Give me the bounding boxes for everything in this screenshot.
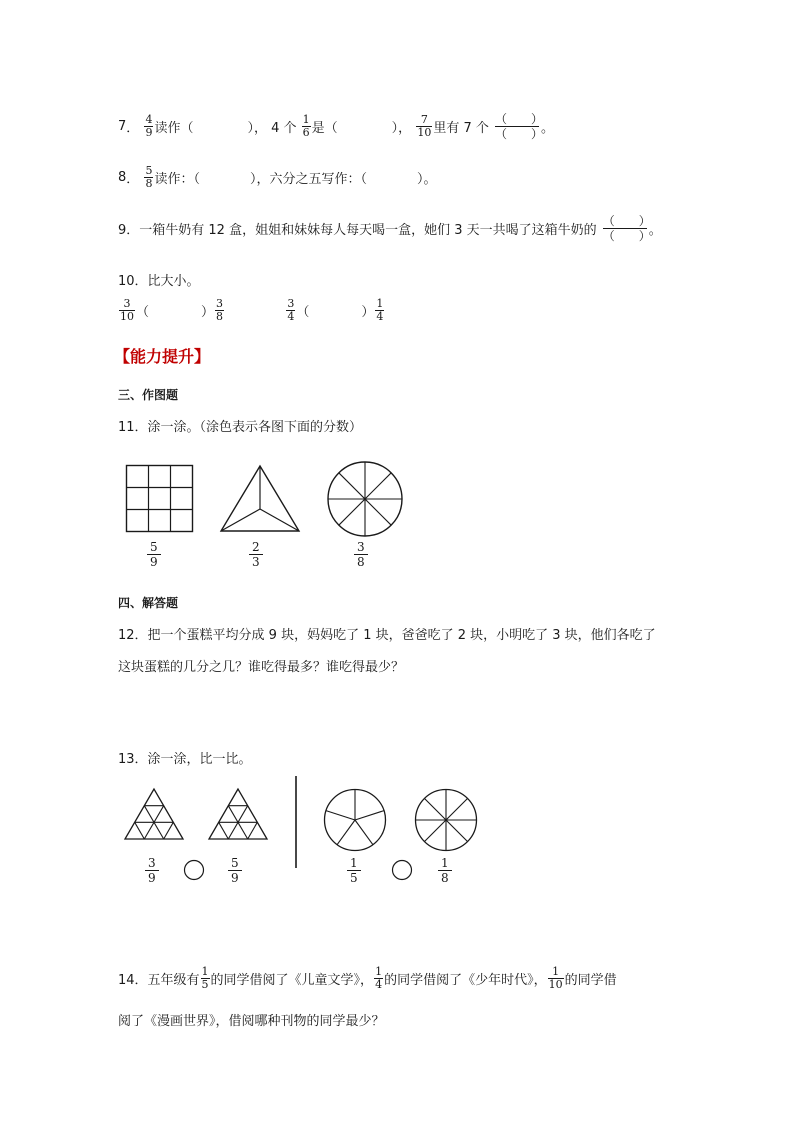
blank-denominator[interactable]: （ ） bbox=[495, 127, 544, 141]
fraction-denominator: 9 bbox=[148, 871, 156, 885]
fraction-numerator: 3 bbox=[119, 298, 135, 311]
question-14-line-2: 阅了《漫画世界》，借阅哪种刊物的同学最少？ bbox=[118, 1014, 385, 1029]
fraction-numerator: 5 bbox=[145, 164, 153, 177]
fraction-denominator: 8 bbox=[441, 871, 449, 885]
question-9 bbox=[118, 214, 662, 243]
fraction-denominator: 4 bbox=[287, 310, 295, 323]
fraction-1-10 bbox=[548, 966, 564, 991]
question-12-line-2: 这块蛋糕的几分之几？谁吃得最多？谁吃得最少？ bbox=[118, 660, 405, 675]
triangle-3-parts-figure[interactable] bbox=[220, 465, 300, 533]
fraction-4-9 bbox=[144, 114, 153, 139]
fraction-numerator: 1 bbox=[376, 297, 384, 310]
section-4-heading: 四、解答题 bbox=[118, 596, 179, 610]
fraction-numerator: 3 bbox=[287, 297, 295, 310]
q14-text-part: 的同学借阅了《少年时代》， bbox=[384, 973, 547, 988]
blank-fraction[interactable] bbox=[602, 214, 651, 243]
fraction-denominator: 10 bbox=[548, 978, 563, 991]
open-paren: （ bbox=[136, 305, 150, 320]
question-8-number: 8 bbox=[118, 170, 127, 185]
circle-8-parts-figure[interactable] bbox=[326, 460, 404, 538]
fraction-3-8 bbox=[215, 298, 224, 323]
fraction-denominator: 5 bbox=[201, 978, 209, 991]
q14-text-part: 14．五年级有 bbox=[118, 973, 200, 988]
label-fraction-1-5 bbox=[347, 856, 361, 885]
label-fraction-3-8 bbox=[354, 540, 368, 569]
fraction-numerator: 1 bbox=[375, 965, 383, 978]
question-7-dot: ． bbox=[126, 121, 140, 136]
label-fraction-2-3 bbox=[249, 540, 263, 569]
fraction-denominator: 8 bbox=[216, 310, 224, 323]
read-as-label: 读作：（ bbox=[154, 172, 200, 187]
period: 。 bbox=[648, 223, 662, 238]
write-as-label: ），六分之五写作：（ bbox=[249, 172, 367, 187]
text-4-ge: 4 个 bbox=[271, 121, 297, 136]
close-paren: ）。 bbox=[416, 172, 437, 187]
fraction-denominator: 9 bbox=[231, 871, 239, 885]
fraction-7-10 bbox=[416, 114, 432, 139]
q14-text-part: 的同学借 bbox=[564, 973, 617, 988]
fraction-numerator: 2 bbox=[249, 540, 263, 555]
compare-circle-left[interactable] bbox=[183, 859, 205, 881]
section-ability-heading: 【能力提升】 bbox=[114, 347, 211, 366]
fraction-denominator: 3 bbox=[252, 555, 260, 569]
fraction-denominator: 9 bbox=[145, 126, 153, 139]
blank-numerator[interactable]: （ ） bbox=[602, 214, 651, 228]
question-14-line-1 bbox=[118, 966, 617, 991]
circle-5-parts-figure[interactable] bbox=[323, 788, 387, 852]
fraction-numerator: 5 bbox=[228, 856, 242, 871]
question-11-text: 11．涂一涂。（涂色表示各图下面的分数） bbox=[118, 420, 363, 435]
fraction-denominator: 8 bbox=[357, 555, 365, 569]
fraction-denominator: 8 bbox=[145, 177, 153, 190]
grid-3x3-figure[interactable] bbox=[126, 465, 194, 533]
q14-text-part: 的同学借阅了《儿童文学》， bbox=[210, 973, 374, 988]
blank-denominator[interactable]: （ ） bbox=[602, 229, 651, 243]
fraction-5-8 bbox=[144, 165, 153, 190]
fraction-numerator: 1 bbox=[548, 966, 564, 979]
close-paren: ） bbox=[201, 305, 215, 320]
fraction-numerator: 1 bbox=[302, 113, 310, 126]
close-paren: ）， bbox=[391, 121, 412, 136]
label-fraction-3-9 bbox=[145, 856, 159, 885]
fraction-1-4 bbox=[375, 298, 384, 323]
compare-circle-right[interactable] bbox=[391, 859, 413, 881]
fraction-numerator: 3 bbox=[145, 856, 159, 871]
triangle-9-parts-figure-right[interactable] bbox=[208, 788, 268, 840]
fraction-numerator: 5 bbox=[147, 540, 161, 555]
question-13-text: 13．涂一涂，比一比。 bbox=[118, 752, 252, 767]
fraction-3-10 bbox=[119, 298, 135, 323]
read-as-label: 读作（ bbox=[154, 121, 194, 136]
section-3-heading: 三、作图题 bbox=[118, 388, 179, 402]
fraction-denominator: 10 bbox=[120, 310, 134, 323]
close-paren: ）， bbox=[247, 121, 267, 136]
fraction-denominator: 4 bbox=[375, 978, 383, 991]
contains-label: 里有 7 个 bbox=[433, 121, 489, 136]
fraction-denominator: 10 bbox=[417, 126, 432, 139]
fraction-denominator: 4 bbox=[376, 310, 384, 323]
question-8-dot: ． bbox=[126, 172, 140, 187]
fraction-1-6 bbox=[302, 114, 311, 139]
compare-row bbox=[118, 298, 385, 323]
question-8 bbox=[118, 165, 436, 190]
question-9-text: 9．一箱牛奶有 12 盒，姐姐和妹妹每人每天喝一盒，她们 3 天一共喝了这箱牛奶的 bbox=[118, 223, 597, 238]
label-fraction-1-8 bbox=[438, 856, 452, 885]
question-7 bbox=[118, 112, 554, 141]
blank-numerator[interactable]: （ ） bbox=[495, 112, 544, 126]
open-paren: （ bbox=[296, 305, 310, 320]
fraction-denominator: 6 bbox=[302, 126, 310, 139]
fraction-denominator: 5 bbox=[350, 871, 358, 885]
question-7-number: 7 bbox=[118, 119, 127, 134]
close-paren: ） bbox=[361, 305, 375, 320]
label-fraction-5-9 bbox=[147, 540, 161, 569]
question-10 bbox=[118, 270, 200, 289]
triangle-9-parts-figure-left[interactable] bbox=[124, 788, 184, 840]
fraction-1-5 bbox=[201, 966, 210, 991]
fraction-denominator: 9 bbox=[150, 555, 158, 569]
fraction-1-4 bbox=[374, 966, 383, 991]
label-fraction-5-9 bbox=[228, 856, 242, 885]
question-10-text: 10．比大小。 bbox=[118, 274, 200, 289]
fraction-numerator: 3 bbox=[354, 540, 368, 555]
circle-8-parts-figure-small[interactable] bbox=[414, 788, 478, 852]
fraction-numerator: 1 bbox=[438, 856, 452, 871]
period: 。 bbox=[541, 121, 555, 136]
vertical-divider bbox=[294, 776, 298, 868]
fraction-3-4 bbox=[286, 298, 295, 323]
fraction-numerator: 1 bbox=[347, 856, 361, 871]
is-label: 是（ bbox=[311, 121, 338, 136]
fraction-numerator: 1 bbox=[201, 965, 209, 978]
blank-fraction[interactable] bbox=[495, 112, 544, 141]
fraction-numerator: 4 bbox=[145, 113, 153, 126]
fraction-numerator: 3 bbox=[216, 297, 224, 310]
fraction-numerator: 7 bbox=[416, 114, 432, 127]
question-12-line-1: 12．把一个蛋糕平均分成 9 块，妈妈吃了 1 块，爸爸吃了 2 块，小明吃了 3 块，他们各吃了 bbox=[118, 628, 656, 643]
